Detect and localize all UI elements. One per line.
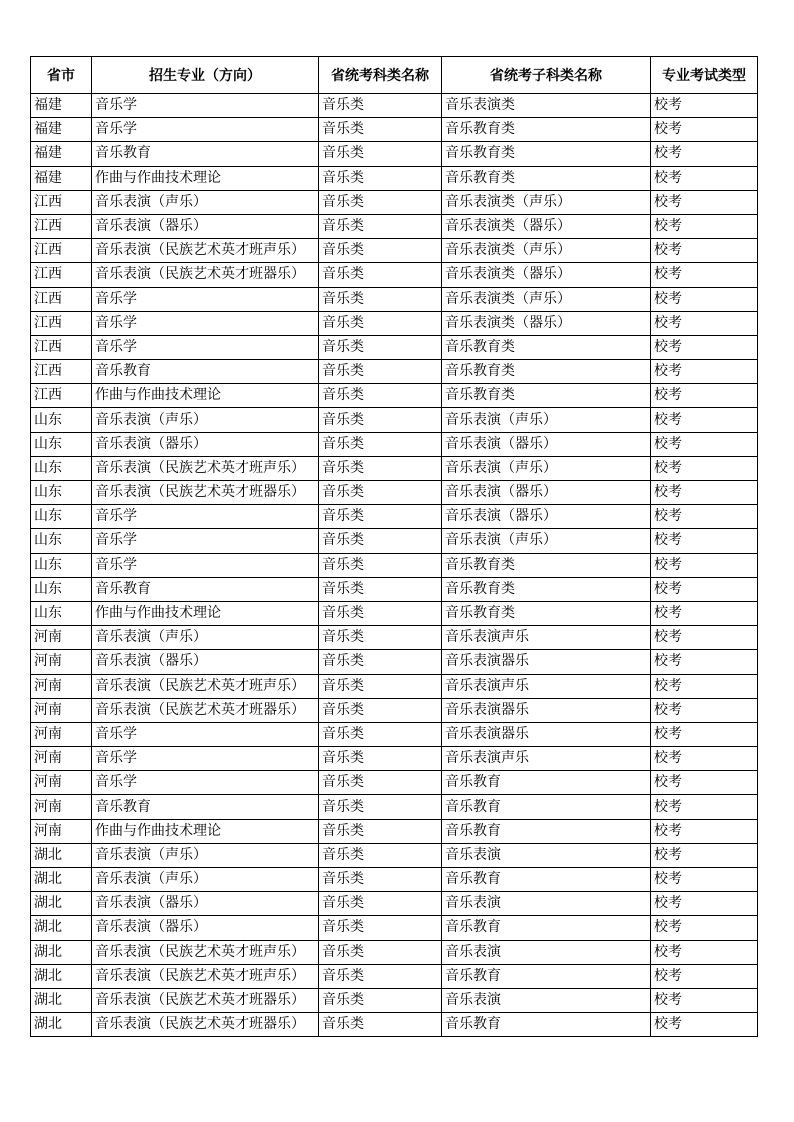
- cell-major: 音乐表演（器乐）: [92, 214, 319, 238]
- table-row: [31, 771, 758, 795]
- cell-exam-subcategory: 音乐表演类（声乐）: [442, 287, 651, 311]
- cell-exam-category: 音乐类: [319, 118, 442, 142]
- cell-exam-subcategory: 音乐表演: [442, 843, 651, 867]
- cell-province: 山东: [31, 481, 92, 505]
- cell-exam-subcategory: 音乐表演（声乐）: [442, 456, 651, 480]
- cell-major: 音乐表演（民族艺术英才班器乐）: [92, 481, 319, 505]
- cell-exam-subcategory: 音乐表演类: [442, 94, 651, 118]
- cell-province: 江西: [31, 287, 92, 311]
- cell-province: 河南: [31, 674, 92, 698]
- cell-province: 福建: [31, 166, 92, 190]
- cell-major: 音乐表演（器乐）: [92, 916, 319, 940]
- cell-province: 湖北: [31, 916, 92, 940]
- cell-province: 湖北: [31, 940, 92, 964]
- cell-major: 音乐学: [92, 505, 319, 529]
- cell-major: 音乐表演（器乐）: [92, 432, 319, 456]
- cell-exam-type: 校考: [651, 263, 758, 287]
- cell-province: 山东: [31, 529, 92, 553]
- cell-province: 湖北: [31, 868, 92, 892]
- cell-exam-type: 校考: [651, 674, 758, 698]
- cell-exam-type: 校考: [651, 553, 758, 577]
- table-body: [31, 94, 758, 1037]
- cell-province: 山东: [31, 456, 92, 480]
- cell-province: 山东: [31, 505, 92, 529]
- cell-major: 音乐学: [92, 747, 319, 771]
- cell-exam-type: 校考: [651, 1013, 758, 1037]
- table-row: [31, 190, 758, 214]
- table-row: [31, 239, 758, 263]
- table-row: [31, 456, 758, 480]
- cell-exam-type: 校考: [651, 384, 758, 408]
- table-row: [31, 118, 758, 142]
- header-exam-type: 专业考试类型: [651, 57, 758, 94]
- cell-major: 音乐教育: [92, 142, 319, 166]
- cell-exam-subcategory: 音乐表演声乐: [442, 626, 651, 650]
- cell-exam-category: 音乐类: [319, 722, 442, 746]
- table-row: [31, 166, 758, 190]
- cell-major: 音乐表演（声乐）: [92, 626, 319, 650]
- cell-exam-category: 音乐类: [319, 626, 442, 650]
- cell-exam-category: 音乐类: [319, 868, 442, 892]
- cell-major: 音乐表演（民族艺术英才班器乐）: [92, 698, 319, 722]
- cell-exam-type: 校考: [651, 940, 758, 964]
- cell-exam-category: 音乐类: [319, 529, 442, 553]
- cell-province: 山东: [31, 432, 92, 456]
- cell-exam-category: 音乐类: [319, 311, 442, 335]
- cell-exam-category: 音乐类: [319, 988, 442, 1012]
- cell-province: 湖北: [31, 988, 92, 1012]
- cell-exam-subcategory: 音乐表演: [442, 940, 651, 964]
- cell-province: 山东: [31, 601, 92, 625]
- table-row: [31, 650, 758, 674]
- table-row: [31, 311, 758, 335]
- cell-exam-type: 校考: [651, 964, 758, 988]
- cell-exam-type: 校考: [651, 795, 758, 819]
- table-row: [31, 916, 758, 940]
- cell-major: 音乐学: [92, 94, 319, 118]
- cell-exam-category: 音乐类: [319, 408, 442, 432]
- cell-province: 江西: [31, 360, 92, 384]
- cell-exam-subcategory: 音乐表演（器乐）: [442, 432, 651, 456]
- cell-exam-category: 音乐类: [319, 819, 442, 843]
- cell-province: 河南: [31, 795, 92, 819]
- table-row: [31, 553, 758, 577]
- table-row: [31, 214, 758, 238]
- cell-major: 音乐教育: [92, 360, 319, 384]
- cell-major: 音乐表演（器乐）: [92, 892, 319, 916]
- cell-exam-type: 校考: [651, 214, 758, 238]
- cell-exam-category: 音乐类: [319, 214, 442, 238]
- cell-exam-type: 校考: [651, 118, 758, 142]
- cell-exam-type: 校考: [651, 577, 758, 601]
- cell-exam-subcategory: 音乐表演类（声乐）: [442, 190, 651, 214]
- cell-exam-subcategory: 音乐表演器乐: [442, 722, 651, 746]
- cell-exam-category: 音乐类: [319, 505, 442, 529]
- cell-major: 音乐学: [92, 311, 319, 335]
- cell-province: 河南: [31, 747, 92, 771]
- cell-exam-subcategory: 音乐表演类（器乐）: [442, 263, 651, 287]
- cell-exam-category: 音乐类: [319, 481, 442, 505]
- cell-exam-type: 校考: [651, 481, 758, 505]
- cell-exam-subcategory: 音乐教育类: [442, 142, 651, 166]
- cell-exam-category: 音乐类: [319, 650, 442, 674]
- cell-exam-type: 校考: [651, 505, 758, 529]
- table-row: [31, 940, 758, 964]
- cell-province: 江西: [31, 384, 92, 408]
- table-row: [31, 335, 758, 359]
- cell-major: 音乐表演（民族艺术英才班声乐）: [92, 940, 319, 964]
- cell-province: 湖北: [31, 892, 92, 916]
- cell-exam-type: 校考: [651, 142, 758, 166]
- cell-province: 江西: [31, 214, 92, 238]
- cell-province: 江西: [31, 335, 92, 359]
- cell-exam-subcategory: 音乐教育类: [442, 553, 651, 577]
- cell-exam-category: 音乐类: [319, 166, 442, 190]
- cell-exam-type: 校考: [651, 819, 758, 843]
- cell-exam-subcategory: 音乐表演器乐: [442, 698, 651, 722]
- cell-exam-subcategory: 音乐表演类（器乐）: [442, 311, 651, 335]
- cell-major: 音乐学: [92, 335, 319, 359]
- cell-province: 河南: [31, 722, 92, 746]
- cell-province: 江西: [31, 239, 92, 263]
- cell-exam-category: 音乐类: [319, 553, 442, 577]
- cell-exam-subcategory: 音乐教育类: [442, 335, 651, 359]
- cell-exam-type: 校考: [651, 408, 758, 432]
- cell-major: 音乐表演（声乐）: [92, 408, 319, 432]
- cell-exam-type: 校考: [651, 529, 758, 553]
- cell-exam-type: 校考: [651, 360, 758, 384]
- cell-exam-category: 音乐类: [319, 142, 442, 166]
- cell-exam-category: 音乐类: [319, 190, 442, 214]
- cell-major: 音乐表演（民族艺术英才班器乐）: [92, 988, 319, 1012]
- cell-exam-category: 音乐类: [319, 843, 442, 867]
- cell-exam-category: 音乐类: [319, 964, 442, 988]
- header-exam-category: 省统考科类名称: [319, 57, 442, 94]
- cell-major: 作曲与作曲技术理论: [92, 601, 319, 625]
- cell-exam-category: 音乐类: [319, 432, 442, 456]
- cell-exam-category: 音乐类: [319, 335, 442, 359]
- cell-exam-subcategory: 音乐教育: [442, 868, 651, 892]
- table-row: [31, 722, 758, 746]
- table-row: [31, 795, 758, 819]
- cell-major: 音乐学: [92, 771, 319, 795]
- cell-exam-subcategory: 音乐教育类: [442, 577, 651, 601]
- table-row: [31, 384, 758, 408]
- cell-exam-category: 音乐类: [319, 601, 442, 625]
- cell-major: 音乐教育: [92, 577, 319, 601]
- cell-exam-category: 音乐类: [319, 771, 442, 795]
- cell-exam-subcategory: 音乐教育: [442, 916, 651, 940]
- cell-major: 音乐表演（民族艺术英才班器乐）: [92, 263, 319, 287]
- cell-exam-subcategory: 音乐教育: [442, 1013, 651, 1037]
- cell-exam-subcategory: 音乐教育: [442, 964, 651, 988]
- cell-exam-subcategory: 音乐教育类: [442, 118, 651, 142]
- table-row: [31, 601, 758, 625]
- cell-major: 音乐教育: [92, 795, 319, 819]
- cell-major: 音乐学: [92, 529, 319, 553]
- cell-province: 山东: [31, 408, 92, 432]
- cell-exam-category: 音乐类: [319, 940, 442, 964]
- cell-exam-subcategory: 音乐表演（声乐）: [442, 529, 651, 553]
- cell-exam-type: 校考: [651, 311, 758, 335]
- cell-exam-type: 校考: [651, 190, 758, 214]
- cell-province: 江西: [31, 190, 92, 214]
- cell-province: 河南: [31, 698, 92, 722]
- cell-exam-type: 校考: [651, 868, 758, 892]
- cell-exam-type: 校考: [651, 626, 758, 650]
- cell-exam-category: 音乐类: [319, 384, 442, 408]
- cell-exam-category: 音乐类: [319, 916, 442, 940]
- cell-exam-type: 校考: [651, 335, 758, 359]
- table-row: [31, 360, 758, 384]
- cell-exam-subcategory: 音乐表演: [442, 988, 651, 1012]
- cell-major: 音乐表演（声乐）: [92, 190, 319, 214]
- cell-exam-category: 音乐类: [319, 456, 442, 480]
- cell-major: 音乐表演（声乐）: [92, 843, 319, 867]
- cell-exam-category: 音乐类: [319, 239, 442, 263]
- cell-major: 音乐学: [92, 722, 319, 746]
- table-row: [31, 287, 758, 311]
- cell-exam-subcategory: 音乐表演器乐: [442, 650, 651, 674]
- cell-province: 江西: [31, 311, 92, 335]
- cell-exam-category: 音乐类: [319, 263, 442, 287]
- cell-exam-category: 音乐类: [319, 94, 442, 118]
- cell-province: 河南: [31, 650, 92, 674]
- header-exam-subcategory: 省统考子科类名称: [442, 57, 651, 94]
- cell-exam-subcategory: 音乐表演（器乐）: [442, 505, 651, 529]
- table-row: [31, 142, 758, 166]
- cell-province: 河南: [31, 819, 92, 843]
- cell-exam-type: 校考: [651, 843, 758, 867]
- table-row: [31, 868, 758, 892]
- table-row: [31, 94, 758, 118]
- cell-exam-type: 校考: [651, 166, 758, 190]
- table-row: [31, 263, 758, 287]
- table-row: [31, 505, 758, 529]
- cell-major: 音乐表演（民族艺术英才班声乐）: [92, 674, 319, 698]
- cell-exam-subcategory: 音乐教育类: [442, 360, 651, 384]
- cell-major: 音乐学: [92, 553, 319, 577]
- cell-province: 河南: [31, 626, 92, 650]
- table-row: [31, 432, 758, 456]
- cell-province: 福建: [31, 94, 92, 118]
- cell-exam-subcategory: 音乐表演声乐: [442, 674, 651, 698]
- table-row: [31, 626, 758, 650]
- cell-exam-category: 音乐类: [319, 287, 442, 311]
- cell-exam-subcategory: 音乐表演（声乐）: [442, 408, 651, 432]
- cell-exam-subcategory: 音乐教育: [442, 795, 651, 819]
- cell-exam-category: 音乐类: [319, 747, 442, 771]
- cell-exam-category: 音乐类: [319, 892, 442, 916]
- cell-exam-subcategory: 音乐表演（器乐）: [442, 481, 651, 505]
- cell-exam-type: 校考: [651, 601, 758, 625]
- cell-major: 音乐表演（声乐）: [92, 868, 319, 892]
- cell-major: 作曲与作曲技术理论: [92, 819, 319, 843]
- cell-exam-category: 音乐类: [319, 577, 442, 601]
- cell-major: 音乐表演（民族艺术英才班器乐）: [92, 1013, 319, 1037]
- cell-major: 作曲与作曲技术理论: [92, 166, 319, 190]
- table-row: [31, 1013, 758, 1037]
- cell-major: 音乐表演（民族艺术英才班声乐）: [92, 239, 319, 263]
- cell-province: 山东: [31, 577, 92, 601]
- cell-exam-type: 校考: [651, 988, 758, 1012]
- cell-exam-subcategory: 音乐表演: [442, 892, 651, 916]
- cell-exam-subcategory: 音乐表演类（声乐）: [442, 239, 651, 263]
- table-row: [31, 408, 758, 432]
- cell-exam-category: 音乐类: [319, 1013, 442, 1037]
- cell-exam-subcategory: 音乐教育类: [442, 601, 651, 625]
- cell-province: 湖北: [31, 843, 92, 867]
- cell-exam-type: 校考: [651, 94, 758, 118]
- cell-exam-subcategory: 音乐表演类（器乐）: [442, 214, 651, 238]
- cell-exam-type: 校考: [651, 698, 758, 722]
- table-row: [31, 819, 758, 843]
- admissions-table: [30, 56, 758, 1037]
- table-row: [31, 577, 758, 601]
- table-row: [31, 964, 758, 988]
- cell-province: 湖北: [31, 1013, 92, 1037]
- table-row: [31, 988, 758, 1012]
- cell-exam-type: 校考: [651, 239, 758, 263]
- cell-province: 河南: [31, 771, 92, 795]
- table-header-row: [31, 57, 758, 94]
- cell-major: 音乐表演（民族艺术英才班声乐）: [92, 456, 319, 480]
- cell-major: 音乐学: [92, 118, 319, 142]
- cell-exam-type: 校考: [651, 432, 758, 456]
- cell-exam-category: 音乐类: [319, 795, 442, 819]
- cell-exam-type: 校考: [651, 916, 758, 940]
- cell-major: 音乐表演（民族艺术英才班声乐）: [92, 964, 319, 988]
- cell-province: 江西: [31, 263, 92, 287]
- cell-exam-type: 校考: [651, 771, 758, 795]
- table-row: [31, 747, 758, 771]
- table-row: [31, 674, 758, 698]
- cell-major: 音乐表演（器乐）: [92, 650, 319, 674]
- table-row: [31, 698, 758, 722]
- cell-province: 福建: [31, 118, 92, 142]
- cell-exam-subcategory: 音乐教育: [442, 771, 651, 795]
- cell-exam-category: 音乐类: [319, 674, 442, 698]
- table-row: [31, 481, 758, 505]
- table-row: [31, 529, 758, 553]
- cell-exam-category: 音乐类: [319, 360, 442, 384]
- table-row: [31, 892, 758, 916]
- cell-exam-category: 音乐类: [319, 698, 442, 722]
- cell-exam-subcategory: 音乐教育: [442, 819, 651, 843]
- table-row: [31, 843, 758, 867]
- cell-exam-type: 校考: [651, 456, 758, 480]
- cell-exam-subcategory: 音乐表演声乐: [442, 747, 651, 771]
- cell-exam-type: 校考: [651, 722, 758, 746]
- cell-exam-subcategory: 音乐教育类: [442, 384, 651, 408]
- cell-province: 湖北: [31, 964, 92, 988]
- cell-exam-type: 校考: [651, 650, 758, 674]
- header-major: 招生专业（方向）: [92, 57, 319, 94]
- cell-exam-type: 校考: [651, 892, 758, 916]
- cell-province: 山东: [31, 553, 92, 577]
- cell-major: 音乐学: [92, 287, 319, 311]
- cell-exam-subcategory: 音乐教育类: [442, 166, 651, 190]
- cell-exam-type: 校考: [651, 747, 758, 771]
- cell-province: 福建: [31, 142, 92, 166]
- cell-exam-type: 校考: [651, 287, 758, 311]
- header-province: 省市: [31, 57, 92, 94]
- cell-major: 作曲与作曲技术理论: [92, 384, 319, 408]
